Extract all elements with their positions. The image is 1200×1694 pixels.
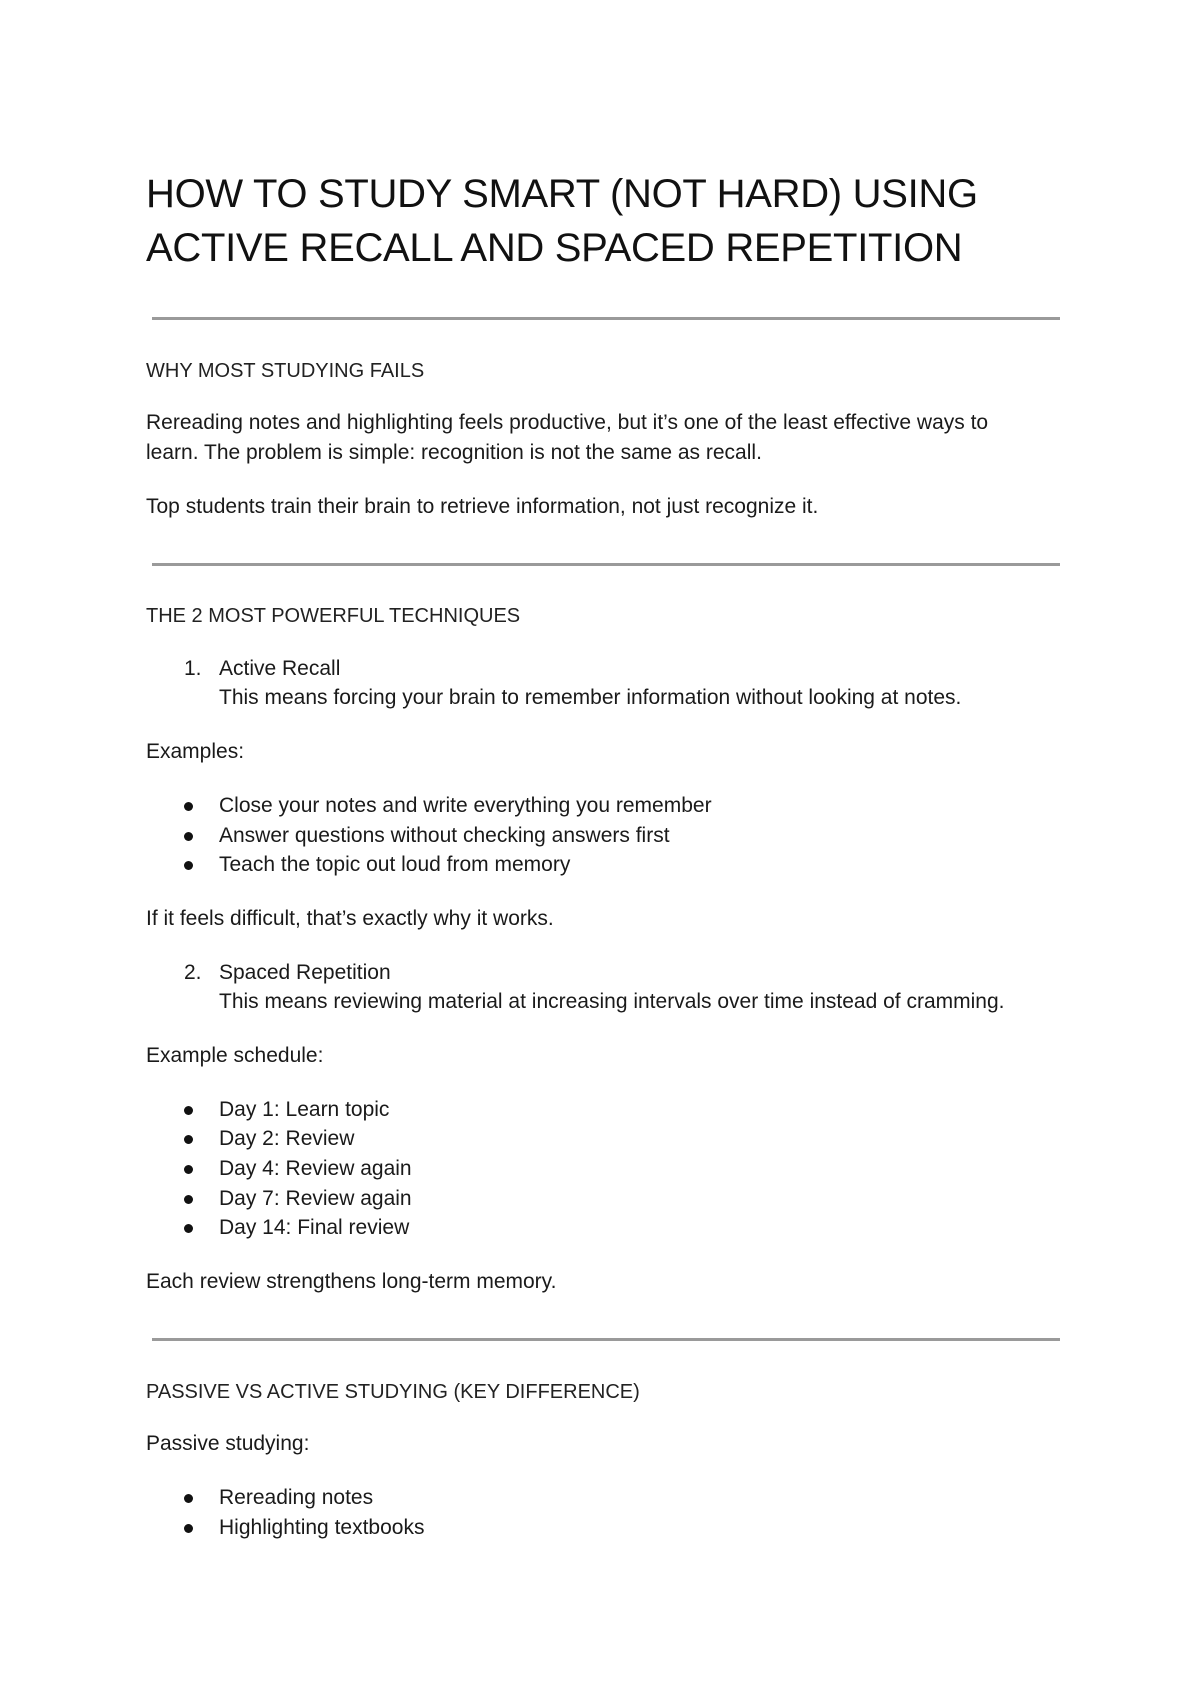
bullet-icon (184, 1106, 193, 1115)
technique-name-active-recall: Active Recall (219, 657, 341, 680)
list-item: Day 14: Final review (219, 1216, 410, 1239)
horizontal-divider (152, 1338, 1060, 1341)
list-item: Day 1: Learn topic (219, 1098, 390, 1121)
document-title-line-1: HOW TO STUDY SMART (NOT HARD) USING (146, 172, 978, 216)
technique-description: This means reviewing material at increasing intervals over time instead of cramming. (219, 990, 1005, 1013)
list-number: 1. (184, 657, 202, 680)
section-heading-why-studying-fails: WHY MOST STUDYING FAILS (146, 360, 425, 382)
bullet-icon (184, 1165, 193, 1174)
bullet-icon (184, 861, 193, 870)
technique-description: This means forcing your brain to remember information without looking at notes. (219, 686, 962, 709)
horizontal-divider (152, 317, 1060, 320)
list-item: Day 7: Review again (219, 1187, 412, 1210)
schedule-label: Example schedule: (146, 1044, 324, 1067)
bullet-icon (184, 1494, 193, 1503)
list-number: 2. (184, 961, 202, 984)
bullet-icon (184, 832, 193, 841)
examples-label: Examples: (146, 740, 245, 763)
bullet-icon (184, 1524, 193, 1533)
section-heading-passive-vs-active: PASSIVE VS ACTIVE STUDYING (KEY DIFFERENCE) (146, 1381, 640, 1403)
list-item: Teach the topic out loud from memory (219, 853, 571, 876)
list-item: Highlighting textbooks (219, 1516, 425, 1539)
paragraph: If it feels difficult, that’s exactly why it works. (146, 907, 554, 930)
horizontal-divider (152, 563, 1060, 566)
technique-name-spaced-repetition: Spaced Repetition (219, 961, 391, 984)
bullet-icon (184, 1195, 193, 1204)
list-item: Answer questions without checking answers first (219, 824, 670, 847)
section-heading-techniques: THE 2 MOST POWERFUL TECHNIQUES (146, 605, 521, 627)
bullet-icon (184, 1224, 193, 1233)
list-item: Day 2: Review (219, 1127, 355, 1150)
list-item: Close your notes and write everything you remember (219, 794, 712, 817)
bullet-icon (184, 1135, 193, 1144)
document-title-line-2: ACTIVE RECALL AND SPACED REPETITION (146, 226, 963, 270)
paragraph-line: Rereading notes and highlighting feels productive, but it’s one of the least effective ways to (146, 411, 989, 434)
paragraph: Top students train their brain to retrieve information, not just recognize it. (146, 495, 819, 518)
passive-label: Passive studying: (146, 1432, 310, 1455)
paragraph: Each review strengthens long-term memory. (146, 1270, 557, 1293)
paragraph-line: learn. The problem is simple: recognition is not the same as recall. (146, 441, 762, 464)
bullet-icon (184, 802, 193, 811)
list-item: Rereading notes (219, 1486, 374, 1509)
list-item: Day 4: Review again (219, 1157, 412, 1180)
